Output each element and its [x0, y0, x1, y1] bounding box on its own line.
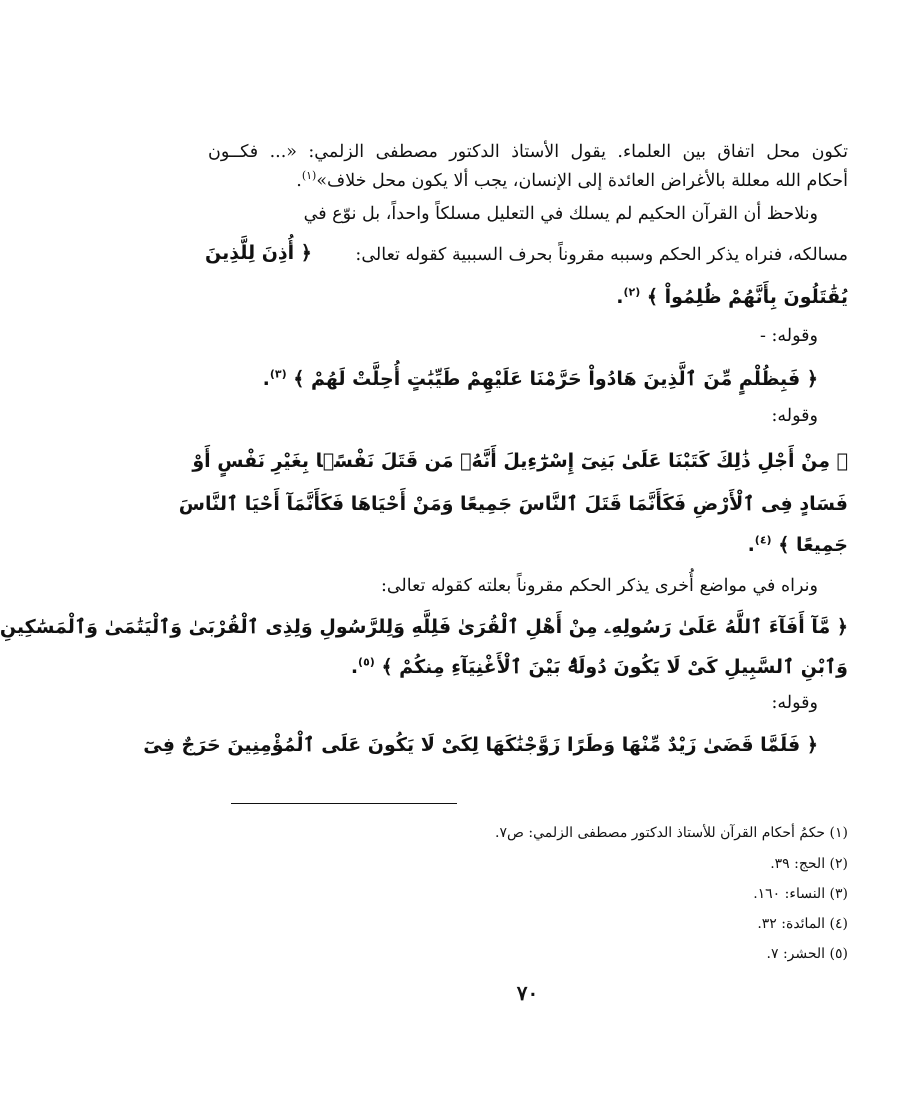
footnote-reference: (٣) [269, 367, 287, 381]
body-text: وقوله: - [760, 326, 818, 346]
punctuation: . [350, 656, 359, 678]
quran-text: ﴿ أُذِنَ لِلَّذِينَ [205, 242, 312, 264]
punctuation: . [747, 534, 755, 556]
quran-verse-4-line-1 [0, 612, 848, 642]
footnote-4: (٤) المائدة: ٣٢. [757, 916, 848, 932]
footnote-separator [231, 803, 457, 804]
punctuation: . [262, 368, 270, 390]
quran-text: ﴿ مَّآ أَفَآءَ ٱللَّهُ عَلَىٰ رَسُولِهِۦ مِنْ أَهْلِ ٱلْقُرَىٰ فَلِلَّهِ وَلِلرَّسُولِ وَلِذِى ٱلْقُرْبَىٰ وَٱلْيَتَٰمَىٰ وَٱلْمَسَٰكِينِ [0, 616, 848, 638]
quran-verse-3-line-3 [208, 530, 848, 560]
quran-text: ﴿ فَبِظُلْمٍ مِّنَ ٱلَّذِينَ هَادُواْ حَرَّمْنَا عَلَيْهِمْ طَيِّبَٰتٍ أُحِلَّتْ لَهُمْ ﴾ [293, 368, 818, 390]
footnote-2: (٢) الحج: ٣٩. [770, 856, 848, 872]
body-line-3 [206, 201, 818, 228]
quran-text: ﴿ فَلَمَّا قَضَىٰ زَيْدٌ مِّنْهَا وَطَرًا زَوَّجْنَٰكَهَا لِكَىْ لَا يَكُونَ عَلَى ٱلْمُؤْمِنِينَ حَرَجٌ فِىٓ [143, 734, 818, 756]
footnote-reference: (١) [301, 169, 317, 183]
body-said-1 [178, 323, 818, 350]
footnote-5: (٥) الحشر: ٧. [766, 946, 848, 962]
quran-verse-1 [208, 282, 848, 312]
punctuation: . [616, 286, 624, 308]
quran-verse-4-line-2 [208, 652, 848, 682]
quran-text: فَسَادٍ فِى ٱلْأَرْضِ فَكَأَنَّمَا قَتَلَ ٱلنَّاسَ جَمِيعًا وَمَنْ أَحْيَاهَا فَكَأَنَّمَآ أَحْيَا ٱلنَّاسَ [178, 493, 848, 515]
quran-verse-5 [143, 730, 818, 760]
body-line-1 [208, 139, 848, 166]
page-number: ٧٠ [516, 981, 539, 1005]
quran-text: يُقَٰتَلُونَ بِأَنَّهُمْ ظُلِمُواْ ﴾ [646, 286, 848, 308]
body-text: وقوله: [771, 693, 818, 713]
body-text: أحكام الله معللة بالأغراض العائدة إلى الإنسان، يجب ألا يكون محل خلاف» [316, 171, 848, 191]
quran-text: جَمِيعًا ﴾ [778, 534, 848, 556]
quran-verse-3-line-2 [178, 489, 848, 519]
quran-verse-2 [208, 364, 818, 394]
body-text: مسالكه، فنراه يذكر الحكم وسببه مقروناً بحرف السببية كقوله تعالى: [355, 245, 848, 265]
quran-inline-start [205, 238, 385, 268]
quran-text: وَٱبْنِ ٱلسَّبِيلِ كَىْ لَا يَكُونَ دُولَةًۢ بَيْنَ ٱلْأَغْنِيَآءِ مِنكُمْ ﴾ [381, 656, 848, 678]
quran-verse-3-line-1 [192, 446, 848, 476]
body-text: تكون محل اتفاق بين العلماء. يقول الأستاذ الدكتور مصطفى الزلمي: «... فكــون [208, 142, 848, 162]
body-line-other [178, 573, 818, 600]
footnote-reference: (٥) [358, 655, 375, 669]
body-text: ونراه في مواضع أُخرى يذكر الحكم مقروناً بعلته كقوله تعالى: [380, 576, 818, 596]
body-said-3 [178, 690, 818, 717]
body-text: ونلاحظ أن القرآن الحكيم لم يسلك في التعليل مسلكاً واحداً، بل نوّع في [303, 204, 818, 224]
footnote-reference: (٤) [754, 533, 772, 547]
body-said-2 [178, 403, 818, 430]
footnote-3: (٣) النساء: ١٦٠. [753, 886, 848, 902]
body-line-2 [208, 168, 848, 195]
body-line-4 [355, 242, 848, 269]
body-text: وقوله: [771, 406, 818, 426]
quran-text: ﴿ مِنْ أَجْلِ ذَٰلِكَ كَتَبْنَا عَلَىٰ بَنِىٓ إِسْرَٰٓءِيلَ أَنَّهُۥ مَن قَتَلَ نَفْسًۢا بِغَيْرِ نَفْسٍ أَوْ [192, 450, 848, 472]
footnote-reference: (٢) [623, 285, 641, 299]
punctuation: . [296, 171, 302, 191]
footnote-1: (١) حكمُ أحكام القرآن للأستاذ الدكتور مصطفى الزلمي: ص٧. [495, 825, 848, 841]
